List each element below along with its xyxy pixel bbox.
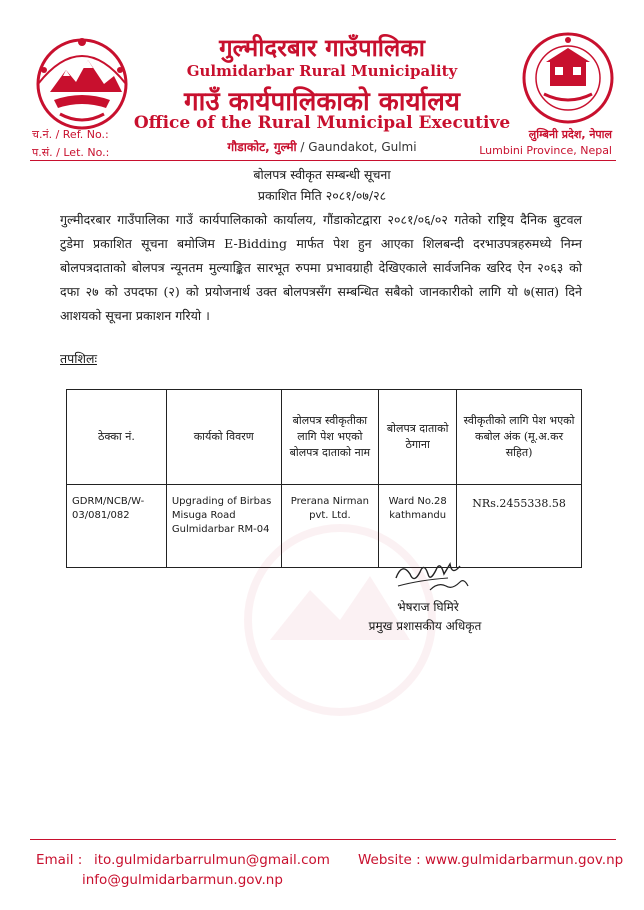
office-address: [130, 138, 514, 155]
details-heading: तपशिलः: [60, 351, 97, 366]
address-english: Gaundakot, Gulmi: [308, 140, 417, 154]
published-date: प्रकाशित मिति २०८१/०७/२८: [257, 188, 387, 203]
municipality-name-nepali: गुल्मीदरबार गाउँपालिका: [219, 33, 425, 62]
ref-no-label: च.नं. / Ref. No.:: [32, 128, 109, 141]
office-name-english: Office of the Rural Municipal Executive: [133, 113, 511, 133]
header-bidder-address: बोलपत्र दाताको ठेगाना: [379, 390, 457, 485]
header-bidder-name: बोलपत्र स्वीकृतीका लागि पेश भएको बोलपत्र दाताको नाम: [281, 390, 379, 485]
signatory-designation: प्रमुख प्रशासकीय अधिकृत: [368, 619, 482, 633]
lumbini-province-emblem-logo: [520, 30, 616, 126]
cell-bidder-address: Ward No.28 kathmandu: [379, 485, 457, 568]
address-separator: /: [296, 140, 309, 154]
signatory-name: भेषराज घिमिरे: [397, 600, 459, 614]
cell-bid-amount: NRs.2455338.58: [457, 485, 582, 568]
handwritten-signature: [390, 556, 480, 596]
province-english: Lumbini Province, Nepal: [479, 144, 612, 157]
cell-work-description: Upgrading of Birbas Misuga Road Gulmidarbar RM-04: [166, 485, 281, 568]
header-divider: [30, 160, 616, 161]
footer-divider: [30, 839, 616, 840]
email-secondary-link[interactable]: info@gulmidarbarmun.gov.np: [82, 872, 283, 888]
header-contract-no: ठेक्का नं.: [67, 390, 167, 485]
nepal-emblem-logo: [30, 30, 134, 134]
notice-subject: बोलपत्र स्वीकृत सम्बन्धी सूचना: [253, 167, 391, 182]
table-header-row: [67, 390, 582, 485]
letter-no-label: प.सं. / Let. No.:: [32, 146, 110, 159]
header-bid-amount: स्वीकृतीको लागि पेश भएको कबोल अंक (मू.अ.कर सहित): [457, 390, 582, 485]
cell-bidder-name: Prerana Nirman pvt. Ltd.: [281, 485, 379, 568]
cell-contract-no: GDRM/NCB/W-03/081/082: [67, 485, 167, 568]
province-nepali: लुम्बिनी प्रदेश, नेपाल: [528, 128, 612, 141]
email-primary-link[interactable]: ito.gulmidarbarrulmun@gmail.com: [94, 852, 330, 868]
office-name-nepali: गाउँ कार्यपालिकाको कार्यालय: [184, 87, 460, 117]
header-work-description: कार्यको विवरण: [166, 390, 281, 485]
municipality-name-english: Gulmidarbar Rural Municipality: [186, 62, 458, 80]
website-link[interactable]: Website : www.gulmidarbarmun.gov.np: [358, 852, 624, 868]
email-label: Email :: [36, 852, 83, 868]
address-nepali: गौडाकोट, गुल्मी: [227, 140, 297, 154]
notice-body: गुल्मीदरबार गाउँपालिका गाउँ कार्यपालिकाको कार्यालय, गौंडाकोटद्वारा २०८१/०६/०२ गतेको राष्ट्रिय दैनिक बुटवल टुडेमा प्रकाशित सूचना बमोजिम E-Bidding मार्फत पेश हुन आएका शिलबन्दी दरभाउपत्रहरुमध्ये निम्न बोलपत्रदाताको बोलपत्र न्यूनतम मुल्याङ्कित सारभूत रुपमा प्रभावग्राही देखिएकाले सार्वजनिक खरिद ऐन २०६३ को दफा २७ को उपदफा (२) को प्रयोजनार्थ उक्त बोलपत्रसँग सम्बन्धित सबैको जानकारीको लागि यो ७(सात) दिने आशयको सूचना प्रकाशन गरियो ।: [60, 212, 582, 323]
